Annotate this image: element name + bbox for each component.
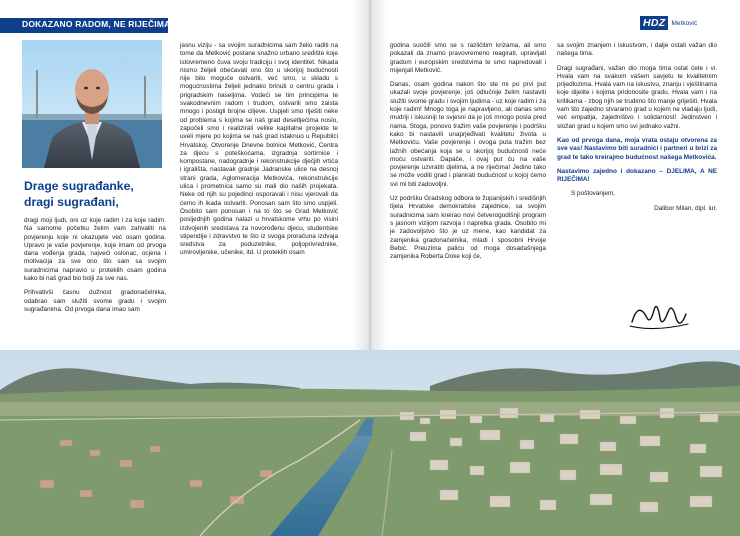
text-column-4 bbox=[557, 42, 717, 219]
logo-city: Metković bbox=[671, 19, 698, 27]
paragraph: Danas, osam godina nakon što ste mi po prvi put ukazali svoje povjerenje, još odlučnije želim nastaviti služiti svome gradu i svojim ljudima - uz koje radim i za koje radim! Mnogo toga je napravljeno, ali danas smo mudriji i iskusniji te svjesni da je još mnogo posla pred nama. Stoga, ponovo tražim vaše povjerenje i podršku kako bi nastavili unaprjeđivati kvalitetu života u Metkoviću. Vaše povjerenje i ovoga puta tražim bez lažnih obećanja koja se u skorijoj budućnosti neće moću ostvariti. Dapače, i ovaj put ću na vaše povjerenje uzvratiti djelima, a ne riječima! Jedino tako se može voditi grad i planirati budućnost u kojoj ćemo svi mi biti zadovoljni. bbox=[390, 81, 546, 188]
signature-name: Dalibor Milan, dipl. iur. bbox=[654, 204, 717, 212]
hdz-logo bbox=[640, 16, 697, 30]
text-column-1 bbox=[24, 217, 166, 320]
aerial-city-photo bbox=[0, 350, 740, 536]
logo-mark: HDZ bbox=[640, 16, 668, 30]
paragraph: Dragi sugrađani, važan dio moga tima ostat ćete i vi. Hvala vam na svakom vašem savjetu te kvalitetnim prijedlozima. Hvala vam na iskustvu, znanju i vještinama koje dijelite i kojima pridonosite gradu. Hvala vam i na kritikama - zbog njih se trudimo što manje griješiti. Hvala vam što zajedno stvaramo grad u kojem ne vladaju ljudi, već empatija, zajedništvo i solidarnost! Jedinstven i složan grad u kojem smo svi jednako važni. bbox=[557, 64, 717, 130]
paragraph: Prihvativši časnu dužnost gradonačelnika, odabrao sam služiti svome gradu i svojim sugrađanima. Od prvoga dana imao sam bbox=[24, 289, 166, 313]
text-column-2 bbox=[180, 42, 338, 264]
closing-text: S poštovanjem, bbox=[571, 190, 616, 198]
emphasis-paragraph: Kao od prvoga dana, moja vrata ostaju otvorena za sve vas! Nastavimo biti suradnici i partneri u brizi za grad te tako kreirajmo budućnost našega Metkovića. bbox=[557, 136, 717, 161]
paragraph: Uz podršku Gradskog odbora te županijskih i središnjih tijela Hrvatske demokratske zajednice, sa svojim suradnicima sam kreirao novi četverogodišnji program s jasnom vizijom razvoja i napretka grada. Osobito mi je zadovoljstvo što je uz mene, kao kandidat za zamjenika gradonačelnika, mladi i sposobni Hrvoje Bebić. Preuzima palicu od moga dosadašnjega zamjenika Roberta Doke koji će, bbox=[390, 195, 546, 261]
left-page bbox=[0, 0, 370, 350]
paragraph: dragi moji ljudi, oni uz koje radim i za koje radim. Na samome početku želim vam zahvaliti na povjerenju koje ni ukazujete već osam godina. Upravo je vaše povjerenje, koje imam od prvoga dana vođenja grada, najveći oslonac, ocjena i motivacija za sve ono što sam sa svojim suradnicima napravio u proteklih osam godina kako bi naš grad bio bolji za sve nas. bbox=[24, 217, 166, 283]
greeting-heading bbox=[24, 178, 174, 210]
handwritten-signature bbox=[624, 296, 694, 336]
page-fold-shadow bbox=[352, 0, 388, 350]
portrait-photo bbox=[22, 40, 162, 168]
paragraph: godina suočili smo se s različitim krizama, ali smo pokazali da znamo pravovremeno reagirati, upravljati gradom i europskim sredstvima te smo napredovali i mijenjali Metković. bbox=[390, 42, 546, 74]
slogan: Nastavimo zajedno i dokazano – DJELIMA, A NE RIJEČIMA! bbox=[557, 167, 717, 184]
section-title: DOKAZANO RADOM, NE RIJEČIMA bbox=[22, 19, 171, 29]
greeting-line-2: dragi sugrađani, bbox=[24, 195, 119, 209]
paragraph: sa svojim znanjem i iskustvom, i dalje ostati važan dio našega tima. bbox=[557, 42, 717, 58]
greeting-line-1: Drage sugrađanke, bbox=[24, 179, 134, 193]
text-column-3 bbox=[390, 42, 546, 267]
paragraph: jasnu viziju - sa svojim suradnicima sam želio raditi na tome da Metković postane snažno urbano središte koje istovremeno čuva svoju tradiciju i svoj identitet. Nikada nismo željeli obećavati ono što u skorijoj budućnosti nije bilo moguće ostvariti, već smo, u skladu s mogućnostima željeli jednako brinuti o centru grada i prigradskim naseljima. Vodeći se tim principima te svakodnevnim radom i trudom, ostvarili smo zaista mnogo i postigli brojne ciljeve. Uspjeli smo riješiti neke od problema s kojima se naš grad desetljećima nosio, započeli smo i realizirali velike kapitalne projekte te uveli mjere po kojima se naš grad istaknuo u Republici Hrvatskoj. Otvorenje Dnevne bolnice Metković, Centra za djecu s poteškoćama, izgradnja sortirnice i kompostane, nadogradnje i rekonstrukcije dječjih vrtića i igrališta, nastavak gradnje Jadranske ulice na desnoj strani grada, Aglomeracija Metkovića, rekonstrukcije ulica i prometnica samo su mali dio naših projekata. Neke od njih su pojedinci osporavali i nisu vjerovali da ćemo ih ikada ostvariti. Ponosan sam što smo uspjeli. Osobito sam ponosan i na to što se Grad Metković posljednjih godina nalazi u hrvatskome vrhu po visini izdvojenih sredstava za novorođenu djecu, studentske stipendije i zdravstvo te što iz svoga proračuna izdvaja sredstva za poduzetnike, poljoprivrednike, umirovljenike, učenike, itd. U proteklih osam bbox=[180, 42, 338, 257]
